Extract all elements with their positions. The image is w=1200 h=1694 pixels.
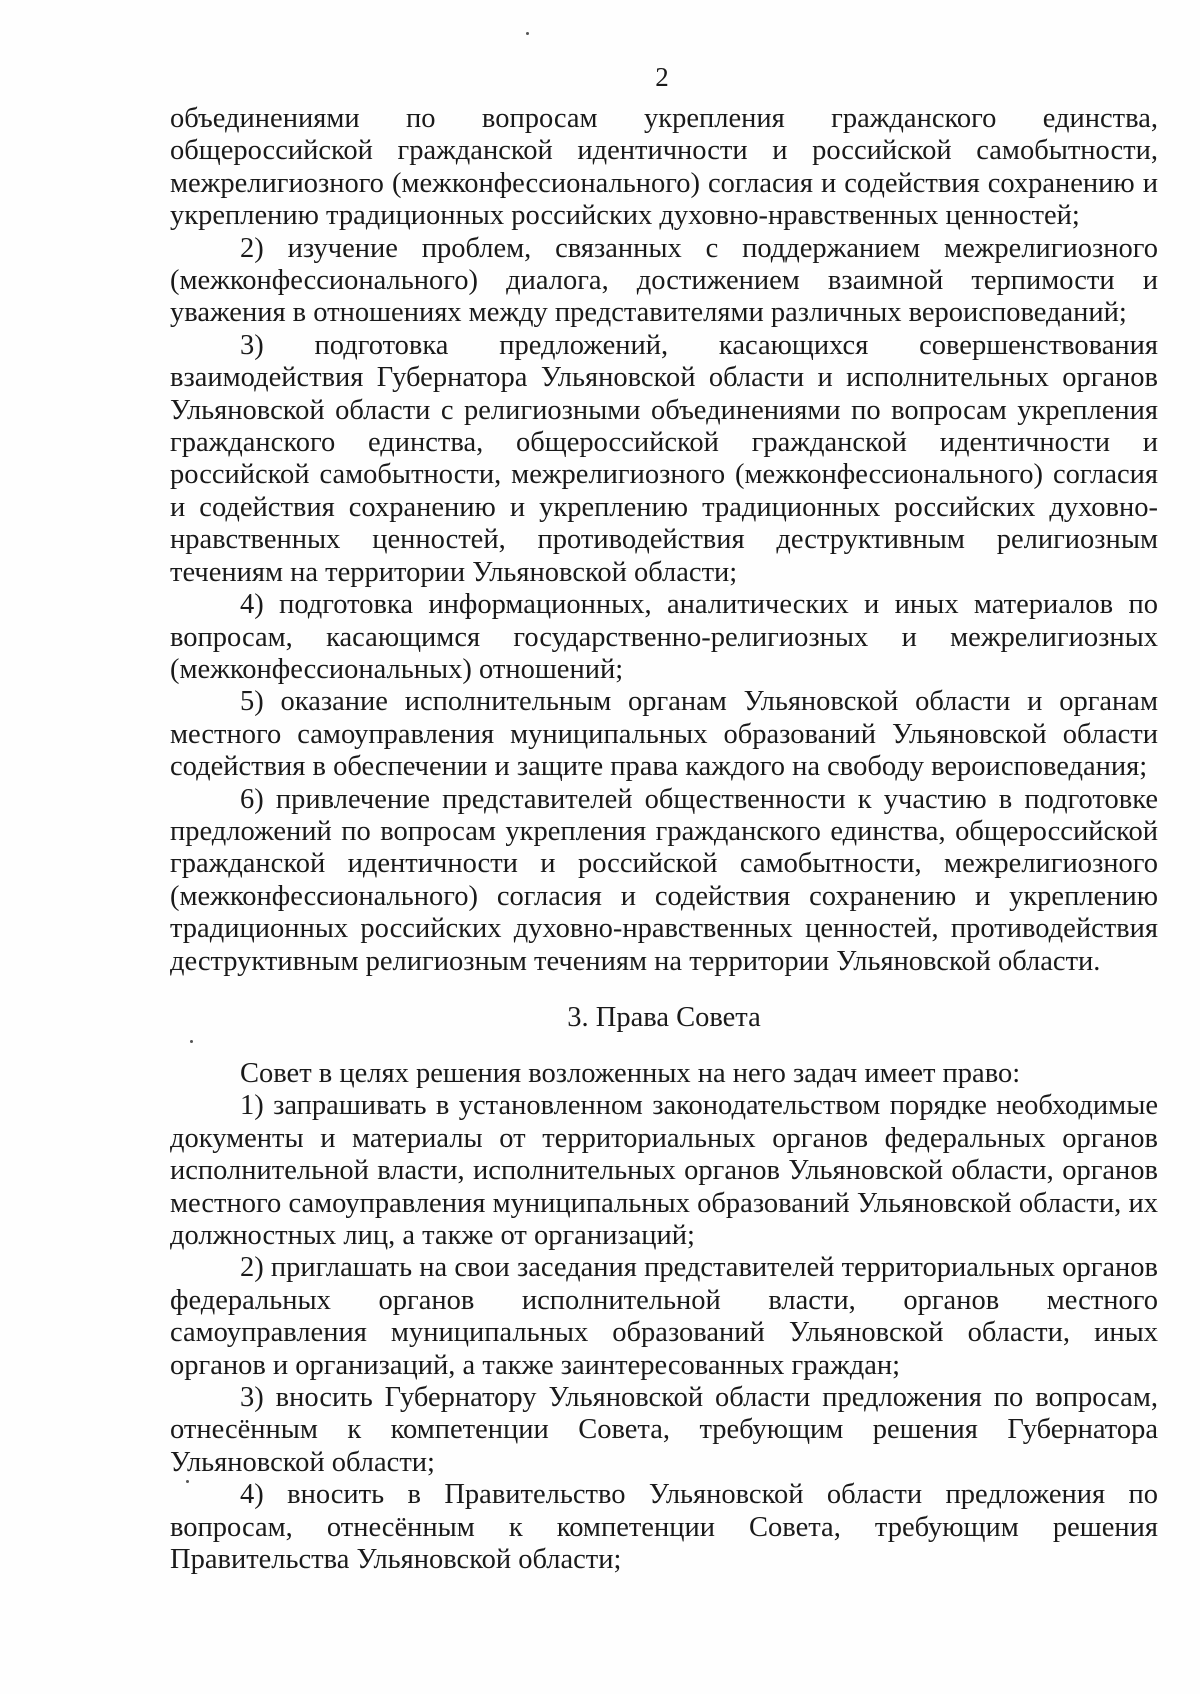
scan-speck xyxy=(526,32,529,35)
section-heading: 3. Права Совета xyxy=(567,1001,761,1033)
list-item: 2) приглашать на свои заседания представителей территориальных органов федеральных органов исполнительной власти, органов местного самоуправления муниципальных образований Ульяновской области, иных органов и организаций, а также заинтересованных граждан; xyxy=(170,1252,1158,1381)
list-item: 2) изучение проблем, связанных с поддержанием межрелигиозного (межконфессионального) диалога, достижением взаимной терпимости и уважения в отношениях между представителями различных вероисповеданий; xyxy=(170,232,1158,329)
list-item: 1) запрашивать в установленном законодательством порядке необходимые документы и материалы от территориальных органов федеральных органов исполнительной власти, исполнительных органов Ульяновской области, органов местного самоуправления муниципальных образований Ульяновской области, их должностных лиц, а также от организаций; xyxy=(170,1090,1158,1251)
page-number: 2 xyxy=(655,62,669,92)
list-item: 4) подготовка информационных, аналитических и иных материалов по вопросам, касающимся государственно-религиозных и межрелигиозных (межконфессиональных) отношений; xyxy=(170,589,1158,685)
list-item: 5) оказание исполнительным органам Ульяновской области и органам местного самоуправления муниципальных образований Ульяновской области содействия в обеспечении и защите права каждого на свободу вероисповедания; xyxy=(170,686,1158,783)
list-item: 3) вносить Губернатору Ульяновской области предложения по вопросам, отнесённым к компетенции Совета, требующим решения Губернатора Ульяновской области; xyxy=(170,1382,1158,1478)
section-intro: Совет в целях решения возложенных на него задач имеет право: xyxy=(240,1057,1021,1089)
document-body xyxy=(170,103,1158,1576)
paragraph-continuation: объединениями по вопросам укрепления гражданского единства, общероссийской гражданской идентичности и российской самобытности, межрелигиозного (межконфессионального) согласия и содействия сохранению и укреплению традиционных российских духовно-нравственных ценностей; xyxy=(170,103,1158,232)
list-item: 6) привлечение представителей общественности к участию в подготовке предложений по вопросам укрепления гражданского единства, общероссийской гражданской идентичности и российской самобытности, межрелигиозного (межконфессионального) согласия и содействия сохранению и укреплению традиционных российских духовно-нравственных ценностей, противодействия деструктивным религиозным течениям на территории Ульяновской области. xyxy=(170,783,1158,977)
list-item: 4) вносить в Правительство Ульяновской области предложения по вопросам, отнесённым к компетенции Совета, требующим решения Правительства Ульяновской области; xyxy=(170,1479,1158,1576)
list-item: 3) подготовка предложений, касающихся совершенствования взаимодействия Губернатора Ульяновской области и исполнительных органов Ульяновской области с религиозными объединениями по вопросам укрепления гражданского единства, общероссийской гражданской идентичности и российской самобытности, межрелигиозного (межконфессионального) согласия и содействия сохранению и укреплению традиционных российских духовно-нравственных ценностей, противодействия деструктивным религиозным течениям на территории Ульяновской области; xyxy=(170,329,1158,588)
